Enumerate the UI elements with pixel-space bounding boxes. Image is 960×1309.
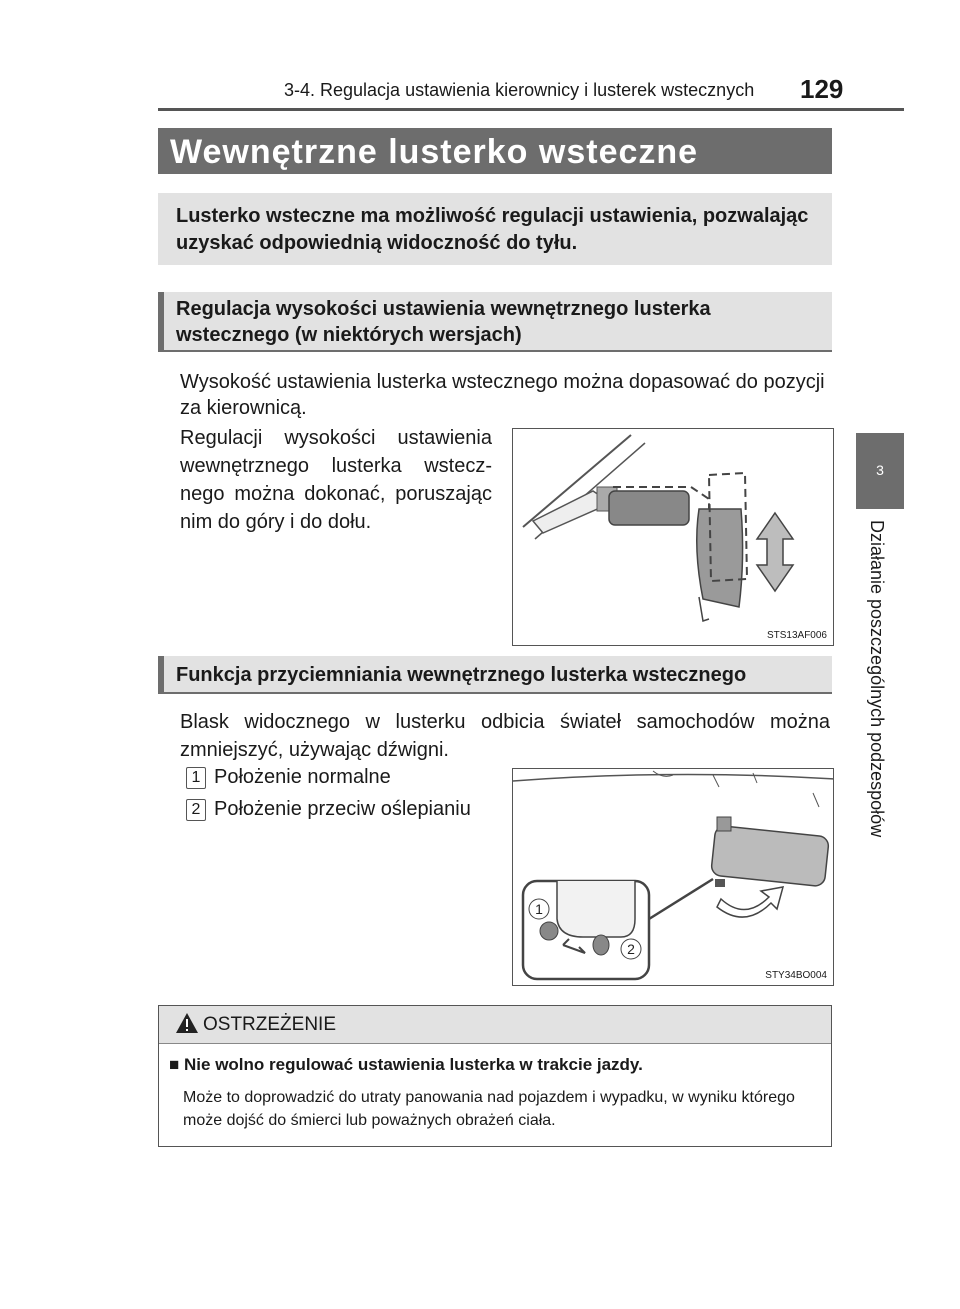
list-item	[186, 764, 391, 790]
chapter-title: Działanie poszczególnych podzespołów	[867, 520, 887, 838]
header-rule	[158, 108, 904, 111]
warning-header	[159, 1006, 831, 1044]
warning-body: Może to doprowadzić do utraty panowania nad pojazdem i wypadku, w wyniku którego może dojść do śmierci lub poważnych obrażeń ciała.	[183, 1089, 795, 1129]
chapter-number: 3	[876, 462, 884, 478]
warning-bold-text: Nie wolno regulować ustawienia lusterka w trakcie jazdy.	[184, 1055, 643, 1074]
section1-para2: Regulacji wysokości ustawienia wewnętrznego lusterka wstecz-nego można dokonać, poruszając nim do góry i do dołu.	[180, 427, 492, 533]
item-label: Położenie przeciw oślepianiu	[214, 798, 471, 820]
page-title: Wewnętrzne lusterko wsteczne	[170, 133, 699, 171]
warning-box	[158, 1005, 832, 1147]
section1-heading: Regulacja wysokości ustawienia wewnętrznego lusterka wstecznego (w niektórych wersjach)	[176, 298, 711, 346]
flip-arrow-icon	[717, 887, 783, 917]
up-down-arrow-icon	[757, 513, 793, 591]
list-item	[186, 796, 471, 822]
figure-label-2: 2	[627, 941, 635, 957]
item-number: 1	[186, 767, 206, 789]
header-section-title: 3-4. Regulacja ustawienia kierownicy i lusterek wstecznych	[284, 80, 755, 100]
bullet-icon: ■	[169, 1055, 180, 1074]
intro-text: Lusterko wsteczne ma możliwość regulacji ustawienia, pozwalając uzyskać odpowiednią widoczność do tyłu.	[176, 205, 809, 254]
section2-heading: Funkcja przyciemniania wewnętrznego lusterka wstecznego	[176, 664, 747, 686]
item-label: Położenie normalne	[214, 766, 391, 788]
warning-triangle-icon	[175, 1012, 199, 1034]
section2-para1: Blask widocznego w lusterku odbicia świateł samochodów można zmniejszyć, używając dźwigni.	[180, 711, 830, 761]
page-number: 129	[800, 74, 844, 104]
mirror-dimming-figure	[512, 768, 834, 986]
section1-para1: Wysokość ustawienia lusterka wstecznego można dopasować do pozycji za kierownicą.	[180, 371, 825, 419]
figure-label-1: 1	[535, 901, 543, 917]
item-number: 2	[186, 799, 206, 821]
warning-title: OSTRZEŻENIE	[203, 1014, 337, 1035]
figure-code: STS13AF006	[766, 630, 827, 641]
warning-bold	[169, 1055, 643, 1075]
mirror-height-figure	[512, 428, 834, 646]
figure-code: STY34BO004	[765, 970, 827, 981]
